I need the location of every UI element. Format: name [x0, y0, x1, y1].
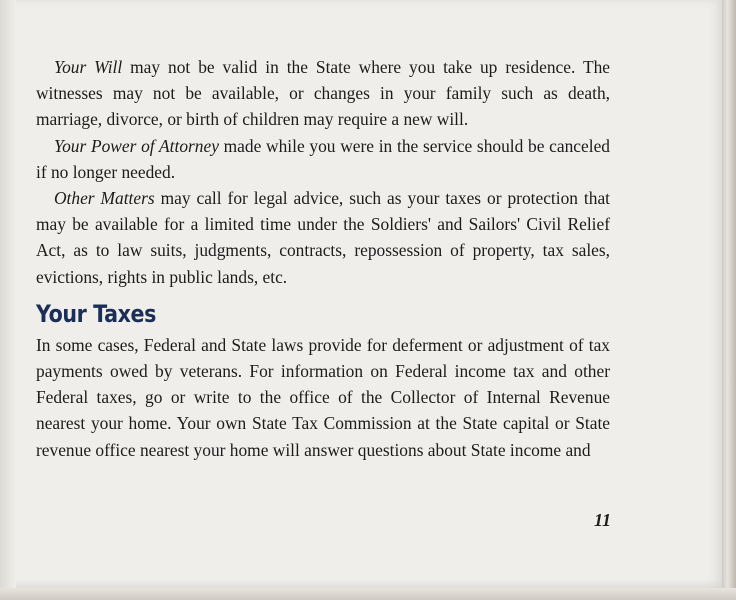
paragraph-power-of-attorney: [36, 133, 610, 185]
paragraph-other-matters: [36, 185, 610, 290]
paragraph-text: made while you were in the service should be canceled if no longer needed.: [36, 135, 610, 182]
paragraph-your-will: [36, 54, 610, 133]
page-gutter: [0, 0, 16, 588]
section-paragraph: In some cases, Federal and State laws provide for deferment or adjustment of tax payments owed by veterans. For information on Federal income tax and other Federal taxes, go or write to the office of the Collector of Internal Revenue nearest your home. Your own State Tax Commission at the State capital or State revenue office nearest your home will answer questions about State income and: [36, 334, 610, 460]
page-edge-bottom: [0, 588, 736, 600]
page-body: [36, 54, 610, 463]
paragraph-lead: Your Power of Attorney: [54, 135, 219, 156]
page-number: 11: [594, 510, 612, 530]
paragraph-text: may not be valid in the State where you take up residence. The witnesses may not be available, or changes in your family such as death, marriage, divorce, or birth of children may require a new will.: [36, 57, 610, 130]
section-heading: Your Taxes: [36, 299, 156, 328]
paragraph-text: may call for legal advice, such as your taxes or protection that may be available for a limited time under the Soldiers' and Sailors' Civil Relief Act, as to law suits, judgments, contracts, repossession of property, tax sales, evictions, rights in public lands, etc.: [36, 188, 610, 287]
paragraph-lead: Other Matters: [54, 188, 155, 209]
page-edge-right: [722, 0, 736, 600]
paragraph-lead: Your Will: [54, 57, 123, 77]
